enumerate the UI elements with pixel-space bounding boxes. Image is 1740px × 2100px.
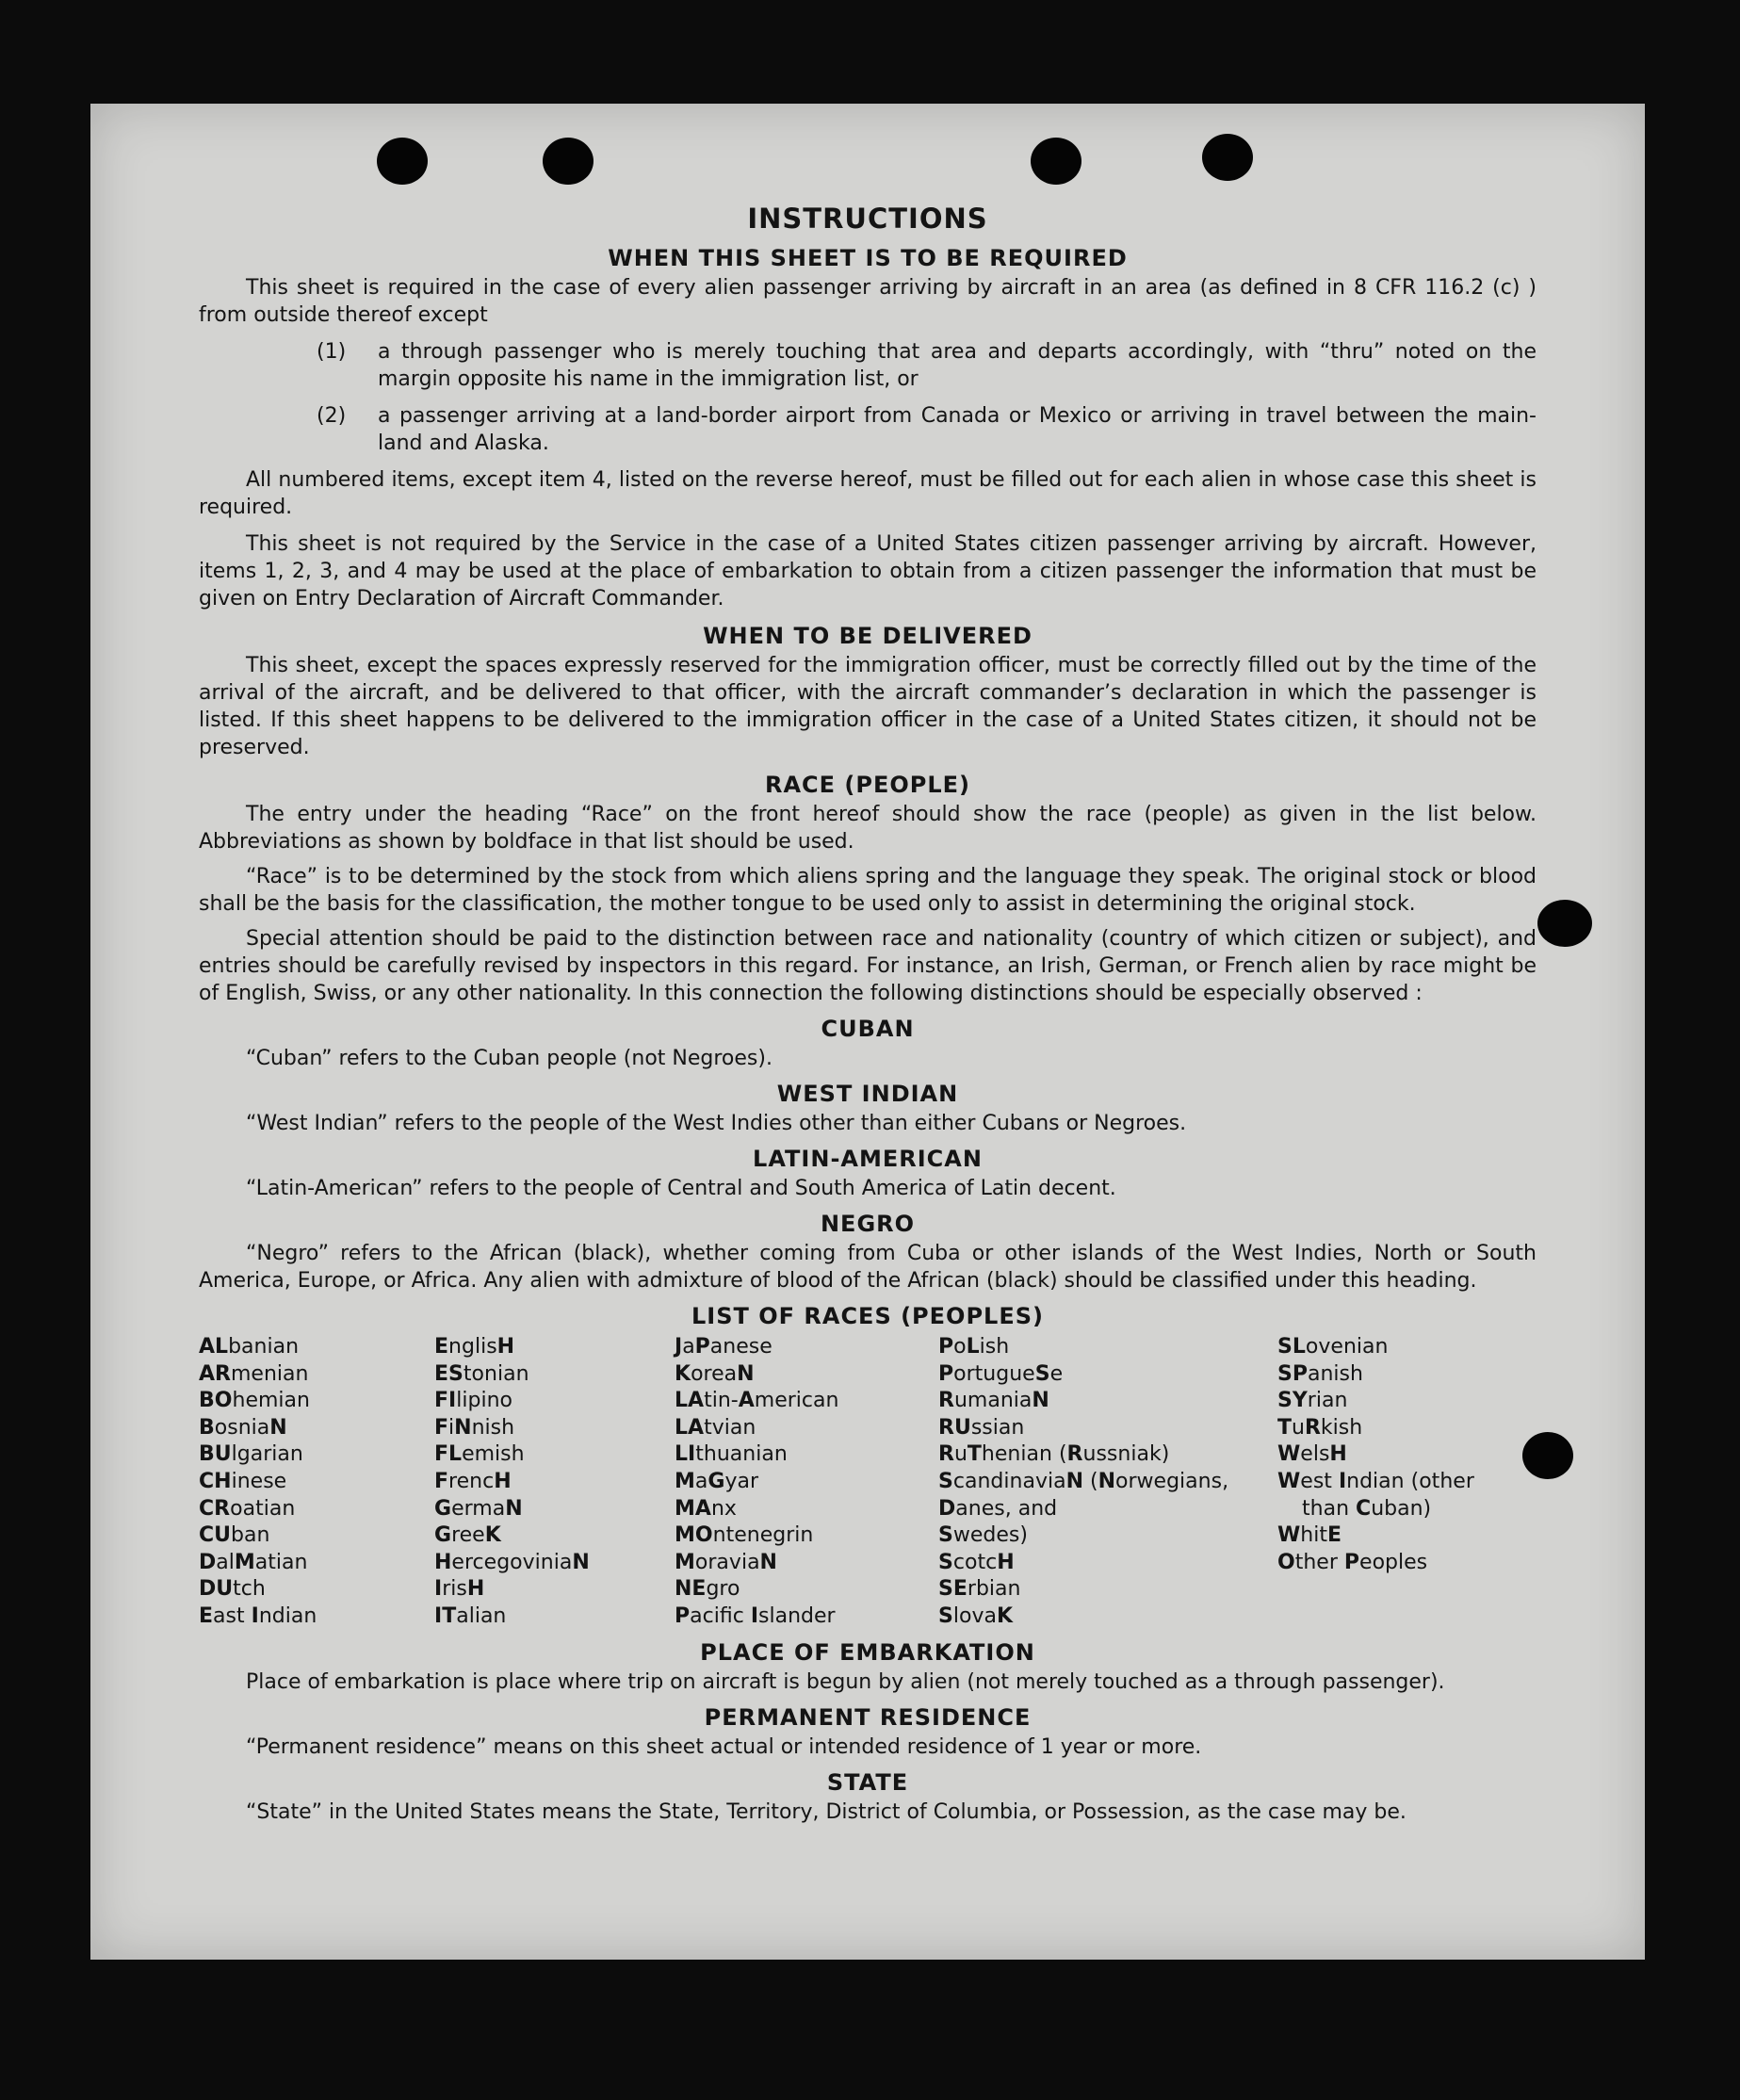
races-column-4: [938, 1334, 1277, 1631]
race-entry: East Indian: [199, 1603, 317, 1628]
race-entry: CRoatian: [199, 1496, 296, 1521]
race-entry: FIlipino: [434, 1389, 512, 1413]
race-entry: LAtin-American: [675, 1389, 839, 1413]
race-entry: MaGyar: [675, 1469, 759, 1493]
races-column-3: [675, 1334, 938, 1631]
clause-text: a passenger arriving at a land-border airport from Canada or Mexico or arriving in travel between the main-land and Alaska.: [378, 404, 1537, 455]
race-entry: than Cuban): [1302, 1496, 1432, 1521]
race-entry: KoreaN: [675, 1361, 755, 1386]
document-sheet: [90, 104, 1645, 1960]
race-entry: ALbanian: [199, 1335, 300, 1359]
clause-number: (1): [317, 340, 347, 364]
race-entry: SlovaK: [938, 1603, 1014, 1628]
west-indian-definition: “West Indian” refers to the people of the West Indies other than either Cubans or Negroes.: [246, 1112, 1187, 1135]
race-entry: SYrian: [1277, 1389, 1348, 1413]
numbered-items-paragraph: All numbered items, except item 4, listed on the reverse hereof, must be filled out for each alien in whose case this sheet is required.: [199, 468, 1537, 519]
race-paragraph-1: The entry under the heading “Race” on the front hereof should show the race (people) as given in the list below. Abbreviations as shown by boldface in that list should be used.: [199, 803, 1537, 854]
race-entry: PoLish: [938, 1335, 1010, 1359]
race-entry: GermaN: [434, 1496, 523, 1521]
heading-when-required: WHEN THIS SHEET IS TO BE REQUIRED: [608, 245, 1128, 271]
race-entry: IrisH: [434, 1577, 485, 1602]
race-entry: FLemish: [434, 1442, 525, 1467]
race-entry: Swedes): [938, 1523, 1028, 1548]
race-entry: SErbian: [938, 1577, 1021, 1602]
embarkation-definition: Place of embarkation is place where trip on aircraft is begun by alien (not merely touched as a through passenger).: [246, 1669, 1445, 1694]
citizen-paragraph: This sheet is not required by the Service in the case of a United States citizen passenger arriving by aircraft. However, items 1, 2, 3, and 4 may be used at the place of embarkation to obtain from a citizen passenger the information that must be given on Entry Declaration of Aircraft Commander.: [199, 532, 1537, 610]
heading-west-indian: WEST INDIAN: [776, 1081, 959, 1107]
heading-negro: NEGRO: [820, 1211, 916, 1237]
races-column-1: [199, 1334, 434, 1631]
exception-clause-1: [199, 338, 1537, 393]
race-entry: FrencH: [434, 1469, 512, 1493]
races-list: [199, 1334, 1537, 1631]
race-entry: SLovenian: [1277, 1335, 1389, 1359]
race-entry: DalMatian: [199, 1550, 308, 1574]
race-entry: DUtch: [199, 1577, 266, 1602]
punch-hole: [1031, 138, 1081, 185]
clause-text: a through passenger who is merely touching that area and departs accordingly, with “thru” noted on the margin opposite his name in the immigration list, or: [378, 340, 1537, 391]
heading-list-of-races: LIST OF RACES (PEOPLES): [691, 1303, 1044, 1329]
heading-latin-american: LATIN-AMERICAN: [753, 1146, 983, 1172]
residence-definition: “Permanent residence” means on this sheet actual or intended residence of 1 year or more.: [246, 1734, 1202, 1759]
race-entry: BosniaN: [199, 1415, 287, 1440]
punch-hole: [1202, 134, 1253, 181]
race-entry: RUssian: [938, 1415, 1025, 1440]
race-entry: CUban: [199, 1523, 270, 1548]
race-entry: CHinese: [199, 1469, 287, 1493]
race-entry: GreeK: [434, 1523, 501, 1548]
exception-clause-2: [199, 402, 1537, 457]
race-entry: MoraviaN: [675, 1550, 777, 1574]
page-title: INSTRUCTIONS: [747, 203, 988, 235]
race-entry: MAnx: [675, 1496, 737, 1521]
heading-place-of-embarkation: PLACE OF EMBARKATION: [700, 1638, 1035, 1666]
race-entry: RuThenian (Russniak): [938, 1442, 1170, 1467]
race-entry: PortugueSe: [938, 1361, 1064, 1386]
heading-state: STATE: [826, 1768, 909, 1796]
race-entry: EnglisH: [434, 1335, 515, 1359]
heading-permanent-residence: PERMANENT RESIDENCE: [704, 1703, 1032, 1731]
race-entry: ITalian: [434, 1603, 507, 1628]
race-entry: BUlgarian: [199, 1442, 303, 1467]
race-entry: TuRkish: [1277, 1415, 1363, 1440]
delivered-paragraph: This sheet, except the spaces expressly reserved for the immigration officer, must be correctly filled out by the time of the arrival of the aircraft, and be delivered to that officer, with the aircraft commander’s declaration in which the passenger is listed. If this sheet happens to be delivered to the immigration officer in the case of a United States citizen, it should not be preserved.: [199, 654, 1537, 759]
race-entry: BOhemian: [199, 1389, 310, 1413]
instructions-content: [199, 203, 1537, 1833]
race-entry: EStonian: [434, 1361, 529, 1386]
required-intro: This sheet is required in the case of every alien passenger arriving by aircraft in an area (as defined in 8 CFR 116.2 (c) ) from outside thereof except: [199, 276, 1537, 327]
punch-hole: [543, 138, 594, 185]
race-entry: WelsH: [1277, 1442, 1347, 1467]
state-definition: “State” in the United States means the State, Territory, District of Columbia, or Possession, as the case may be.: [246, 1799, 1407, 1824]
clause-number: (2): [317, 404, 347, 428]
race-entry: WhitE: [1277, 1523, 1342, 1548]
race-entry: Pacifc Islander: [675, 1603, 836, 1628]
race-entry: LIthuanian: [675, 1442, 788, 1467]
latin-american-definition: “Latin-American” refers to the people of Central and South America of Latin decent.: [246, 1177, 1116, 1200]
race-entry: HercegoviniaN: [434, 1550, 590, 1574]
race-entry: FiNnish: [434, 1415, 515, 1440]
race-entry: ScotcH: [938, 1550, 1015, 1574]
race-paragraph-3: Special attention should be paid to the distinction between race and nationality (country of which citizen or subject), and entries should be carefully revised by inspectors in this regard. For instance, an Irish, German, or French alien by race might be of English, Swiss, or any other nationality. In this connection the following distinctions should be especially observed :: [199, 927, 1537, 1005]
heading-race: RACE (PEOPLE): [764, 772, 971, 798]
punch-hole: [1537, 900, 1592, 947]
punch-hole: [377, 138, 428, 185]
race-entry: NEgro: [675, 1577, 740, 1602]
race-entry: MOntenegrin: [675, 1523, 814, 1548]
race-entry: Danes, and: [938, 1496, 1058, 1521]
race-entry: West Indian (other: [1277, 1469, 1474, 1493]
race-entry: SPanish: [1277, 1361, 1363, 1386]
race-paragraph-2: “Race” is to be determined by the stock from which aliens spring and the language they speak. The original stock or blood shall be the basis for the classification, the mother tongue to be used only to assist in determining the original stock.: [199, 865, 1537, 916]
race-entry: RumaniaN: [938, 1389, 1049, 1413]
heading-when-delivered: WHEN TO BE DELIVERED: [703, 623, 1033, 649]
cuban-definition: “Cuban” refers to the Cuban people (not Negroes).: [246, 1047, 772, 1070]
heading-cuban: CUBAN: [821, 1016, 915, 1042]
races-column-5: [1277, 1334, 1537, 1631]
negro-definition: “Negro” refers to the African (black), whether coming from Cuba or other islands of the West Indies, North or South America, Europe, or Africa. Any alien with admixture of blood of the African (black) should be classified under this heading.: [199, 1242, 1537, 1293]
races-column-2: [434, 1334, 675, 1631]
race-entry: Other Peoples: [1277, 1550, 1428, 1574]
race-entry: ScandinaviaN (Norwegians,: [938, 1469, 1229, 1493]
race-entry: ARmenian: [199, 1361, 309, 1386]
race-entry: LAtvian: [675, 1415, 756, 1440]
race-entry: JaPanese: [675, 1335, 772, 1359]
